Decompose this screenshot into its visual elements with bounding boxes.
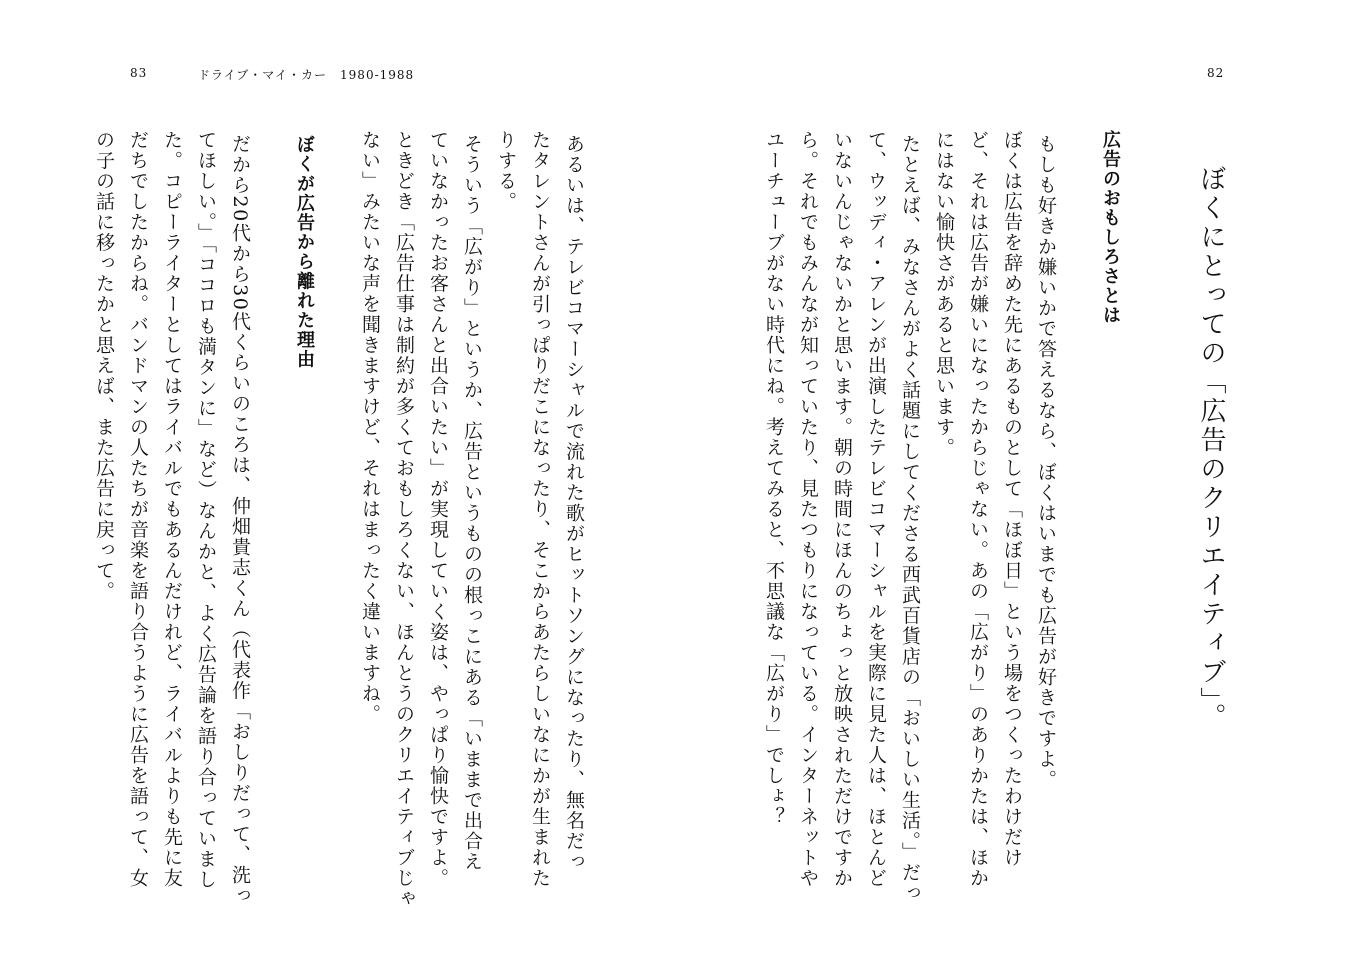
body-line: あるいは、テレビコマーシャルで流れた歌がヒットソングになったり、無名だっ — [563, 134, 585, 872]
body-line: ときどき「広告仕事は制約が多くておもしろくない、ほんとうのクリエイティブじゃ — [393, 130, 415, 909]
body-line: ない」みたいな声を聞きますけど、それはまったく違いますね。 — [359, 130, 381, 725]
body-line: にはない愉快さがあると思います。 — [933, 130, 955, 458]
section-heading-advertising-fun: 広告のおもしろさとは — [1100, 130, 1121, 325]
body-line: た。コピーライターとしてはライバルでもあるんだけれど、ライバルよりも先に友 — [161, 130, 183, 889]
body-line: だから20代から30代くらいのころは、仲畑貴志くん（代表作「おしりだって、洗っ — [229, 134, 251, 906]
body-line: て、ウッディ・アレンが出演したテレビコマーシャルを実際に見た人は、ほとんど — [865, 130, 887, 889]
right-page-number: 82 — [1207, 66, 1225, 80]
body-line: ぼくは広告を辞めた先にあるものとして「ほぼ日」という場をつくったわけだけ — [1001, 130, 1023, 868]
body-line: の子の話に移ったかと思えば、また広告に戻って。 — [93, 130, 115, 602]
body-line: てほしい。」「ココロも満タンに」など）なんかと、よく広告論を語り合っていまし — [195, 130, 217, 890]
body-line: ど、それは広告が嫌いになったからじゃない。あの「広がり」のありかたは、ほか — [967, 130, 989, 889]
body-line: そういう「広がり」というか、広告というものの根っこにある「いままで出合え — [461, 134, 483, 872]
body-line: たタレントさんが引っぱりだこになったり、そこからあたらしいなにかが生まれた — [529, 130, 551, 889]
body-line: ら。それでもみんなが知っていたり、見たつもりになっている。インターネットや — [797, 130, 819, 889]
body-line: たとえば、みなさんがよく話題にしてくださる西武百貨店の「おいしい生活。」だっ — [899, 134, 921, 904]
body-line: いないんじゃないかと思います。朝の時間にほんのちょっと放映されただけですか — [831, 130, 853, 889]
chapter-title: ぼくにとっての「広告のクリエイティブ」。 — [1196, 165, 1226, 732]
body-line: ていなかったお客さんと出合いたい」が実現していく姿は、やっぱり愉快ですよ。 — [427, 130, 449, 889]
body-line: だちでしたからね。バンドマンの人たちが音楽を語り合うように広告を語って、女 — [127, 130, 149, 889]
running-title: ドライブ・マイ・カー 1980-1988 — [198, 68, 415, 82]
body-line: ユーチューブがない時代にね。考えてみると、不思議な「広がり」でしょ？ — [763, 130, 785, 827]
section-heading-leaving-advertising: ぼくが広告から離れた理由 — [294, 135, 315, 369]
left-page-number: 83 — [130, 66, 148, 80]
body-line: りする。 — [495, 130, 517, 212]
body-line: もしも好きか嫌いかで答えるなら、ぼくはいまでも広告が好きですよ。 — [1035, 134, 1057, 790]
